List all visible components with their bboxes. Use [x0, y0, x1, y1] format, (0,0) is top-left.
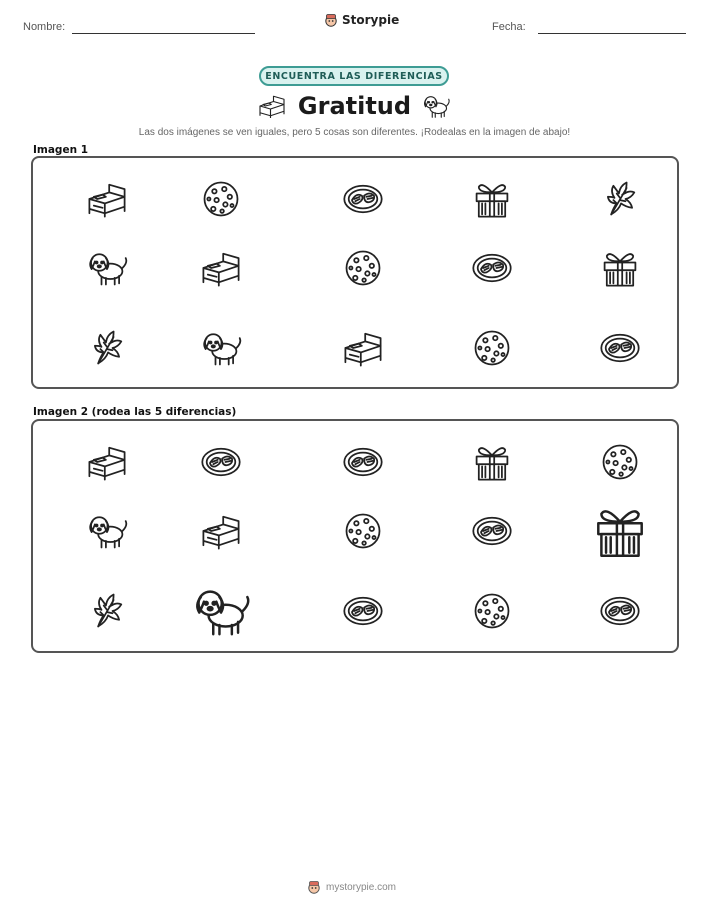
date-line[interactable]: [538, 33, 686, 34]
plate-icon[interactable]: [598, 591, 642, 631]
bed-icon: [199, 248, 243, 288]
cookie-icon: [199, 179, 243, 219]
image1-panel: [31, 156, 679, 389]
worksheet-title: Gratitud: [297, 92, 412, 120]
plate-icon: [470, 248, 514, 288]
plate-icon[interactable]: [199, 442, 243, 482]
footer-url[interactable]: mystorypie.com: [326, 881, 397, 893]
gift-icon[interactable]: [589, 503, 651, 559]
dog-icon[interactable]: [85, 511, 129, 551]
plate-icon[interactable]: [341, 591, 385, 631]
image2-panel[interactable]: [31, 419, 679, 653]
plate-icon[interactable]: [341, 442, 385, 482]
date-label: Fecha:: [492, 21, 526, 33]
leaf-icon: [598, 179, 642, 219]
gift-icon: [470, 179, 514, 219]
image2-label: Imagen 2 (rodea las 5 diferencias): [33, 406, 237, 418]
storypie-mascot-icon: [307, 880, 321, 894]
brand-logo: [324, 13, 399, 27]
bed-icon: [341, 328, 385, 368]
leaf-icon[interactable]: [85, 591, 129, 631]
dog-icon: [199, 328, 243, 368]
plate-icon[interactable]: [470, 511, 514, 551]
gift-icon[interactable]: [470, 442, 514, 482]
dog-icon: [421, 92, 451, 120]
plate-icon: [598, 328, 642, 368]
name-label: Nombre:: [23, 21, 66, 33]
cookie-icon: [341, 248, 385, 288]
bed-icon[interactable]: [199, 511, 243, 551]
leaf-icon: [85, 328, 129, 368]
dog-icon[interactable]: [190, 583, 252, 639]
image1-label: Imagen 1: [33, 144, 89, 156]
instructions-text: Las dos imágenes se ven iguales, pero 5 cosas son diferentes. ¡Rodealas en la imagen de abajo!: [138, 127, 571, 138]
bed-icon[interactable]: [85, 442, 129, 482]
cookie-icon: [470, 328, 514, 368]
footer: [307, 880, 396, 894]
gift-icon: [598, 248, 642, 288]
cookie-icon[interactable]: [341, 511, 385, 551]
name-line[interactable]: [72, 33, 255, 34]
cookie-icon[interactable]: [598, 442, 642, 482]
bed-icon: [85, 179, 129, 219]
dog-icon: [85, 248, 129, 288]
activity-badge: ENCUENTRA LAS DIFERENCIAS: [259, 66, 449, 86]
storypie-mascot-icon: [324, 13, 338, 27]
brand-name: Storypie: [342, 13, 400, 27]
plate-icon: [341, 179, 385, 219]
cookie-icon[interactable]: [470, 591, 514, 631]
